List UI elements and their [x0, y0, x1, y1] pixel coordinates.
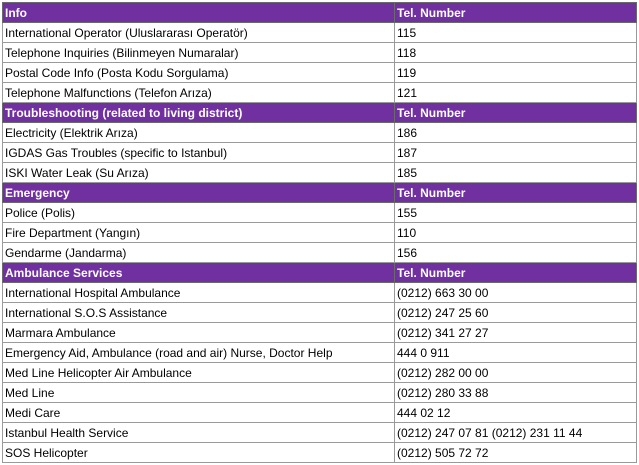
service-name-cell: Telephone Inquiries (Bilinmeyen Numaralar) [3, 43, 395, 63]
table-row [3, 363, 637, 383]
phone-number-cell: 110 [395, 223, 637, 243]
section-header-row [3, 263, 637, 283]
table-row [3, 143, 637, 163]
service-name-cell: Fire Department (Yangın) [3, 223, 395, 243]
service-name-cell: Police (Polis) [3, 203, 395, 223]
service-name-cell: Telephone Malfunctions (Telefon Arıza) [3, 83, 395, 103]
phone-number-cell: (0212) 282 00 00 [395, 363, 637, 383]
table-row [3, 443, 637, 463]
phone-number-cell: 187 [395, 143, 637, 163]
service-name-cell: International Hospital Ambulance [3, 283, 395, 303]
table-row [3, 43, 637, 63]
service-name-cell: Istanbul Health Service [3, 423, 395, 443]
table-row [3, 383, 637, 403]
service-name-cell: Marmara Ambulance [3, 323, 395, 343]
table-row [3, 243, 637, 263]
table-row [3, 23, 637, 43]
column-header-tel-number: Tel. Number [395, 103, 637, 123]
column-header-tel-number: Tel. Number [395, 3, 637, 23]
phone-directory-table [2, 2, 637, 463]
table-row [3, 63, 637, 83]
table-row [3, 303, 637, 323]
phone-number-cell: 121 [395, 83, 637, 103]
table-row [3, 403, 637, 423]
phone-number-cell: (0212) 505 72 72 [395, 443, 637, 463]
section-header-row [3, 103, 637, 123]
phone-number-cell: (0212) 280 33 88 [395, 383, 637, 403]
service-name-cell: Medi Care [3, 403, 395, 423]
phone-number-cell: (0212) 247 25 60 [395, 303, 637, 323]
table-body [3, 3, 637, 463]
table-row [3, 203, 637, 223]
service-name-cell: ISKI Water Leak (Su Arıza) [3, 163, 395, 183]
column-header-tel-number: Tel. Number [395, 263, 637, 283]
column-header-tel-number: Tel. Number [395, 183, 637, 203]
service-name-cell: International Operator (Uluslararası Operatör) [3, 23, 395, 43]
phone-number-cell: 444 0 911 [395, 343, 637, 363]
service-name-cell: Med Line Helicopter Air Ambulance [3, 363, 395, 383]
table-row [3, 163, 637, 183]
service-name-cell: Med Line [3, 383, 395, 403]
service-name-cell: Emergency Aid, Ambulance (road and air) Nurse, Doctor Help [3, 343, 395, 363]
table-row [3, 323, 637, 343]
phone-number-cell: 155 [395, 203, 637, 223]
service-name-cell: Postal Code Info (Posta Kodu Sorgulama) [3, 63, 395, 83]
service-name-cell: Gendarme (Jandarma) [3, 243, 395, 263]
table-row [3, 123, 637, 143]
phone-number-cell: 186 [395, 123, 637, 143]
phone-number-cell: (0212) 663 30 00 [395, 283, 637, 303]
phone-number-cell: 156 [395, 243, 637, 263]
section-title: Info [3, 3, 395, 23]
phone-number-cell: 115 [395, 23, 637, 43]
phone-number-cell: 185 [395, 163, 637, 183]
service-name-cell: SOS Helicopter [3, 443, 395, 463]
table-row [3, 83, 637, 103]
phone-number-cell: (0212) 247 07 81 (0212) 231 11 44 [395, 423, 637, 443]
section-header-row [3, 3, 637, 23]
phone-number-cell: 119 [395, 63, 637, 83]
section-title: Ambulance Services [3, 263, 395, 283]
phone-number-cell: 118 [395, 43, 637, 63]
section-title: Troubleshooting (related to living district) [3, 103, 395, 123]
table-row [3, 423, 637, 443]
service-name-cell: Electricity (Elektrik Arıza) [3, 123, 395, 143]
section-header-row [3, 183, 637, 203]
service-name-cell: IGDAS Gas Troubles (specific to Istanbul) [3, 143, 395, 163]
service-name-cell: International S.O.S Assistance [3, 303, 395, 323]
section-title: Emergency [3, 183, 395, 203]
phone-number-cell: (0212) 341 27 27 [395, 323, 637, 343]
table-row [3, 223, 637, 243]
table-row [3, 283, 637, 303]
table-row [3, 343, 637, 363]
phone-number-cell: 444 02 12 [395, 403, 637, 423]
